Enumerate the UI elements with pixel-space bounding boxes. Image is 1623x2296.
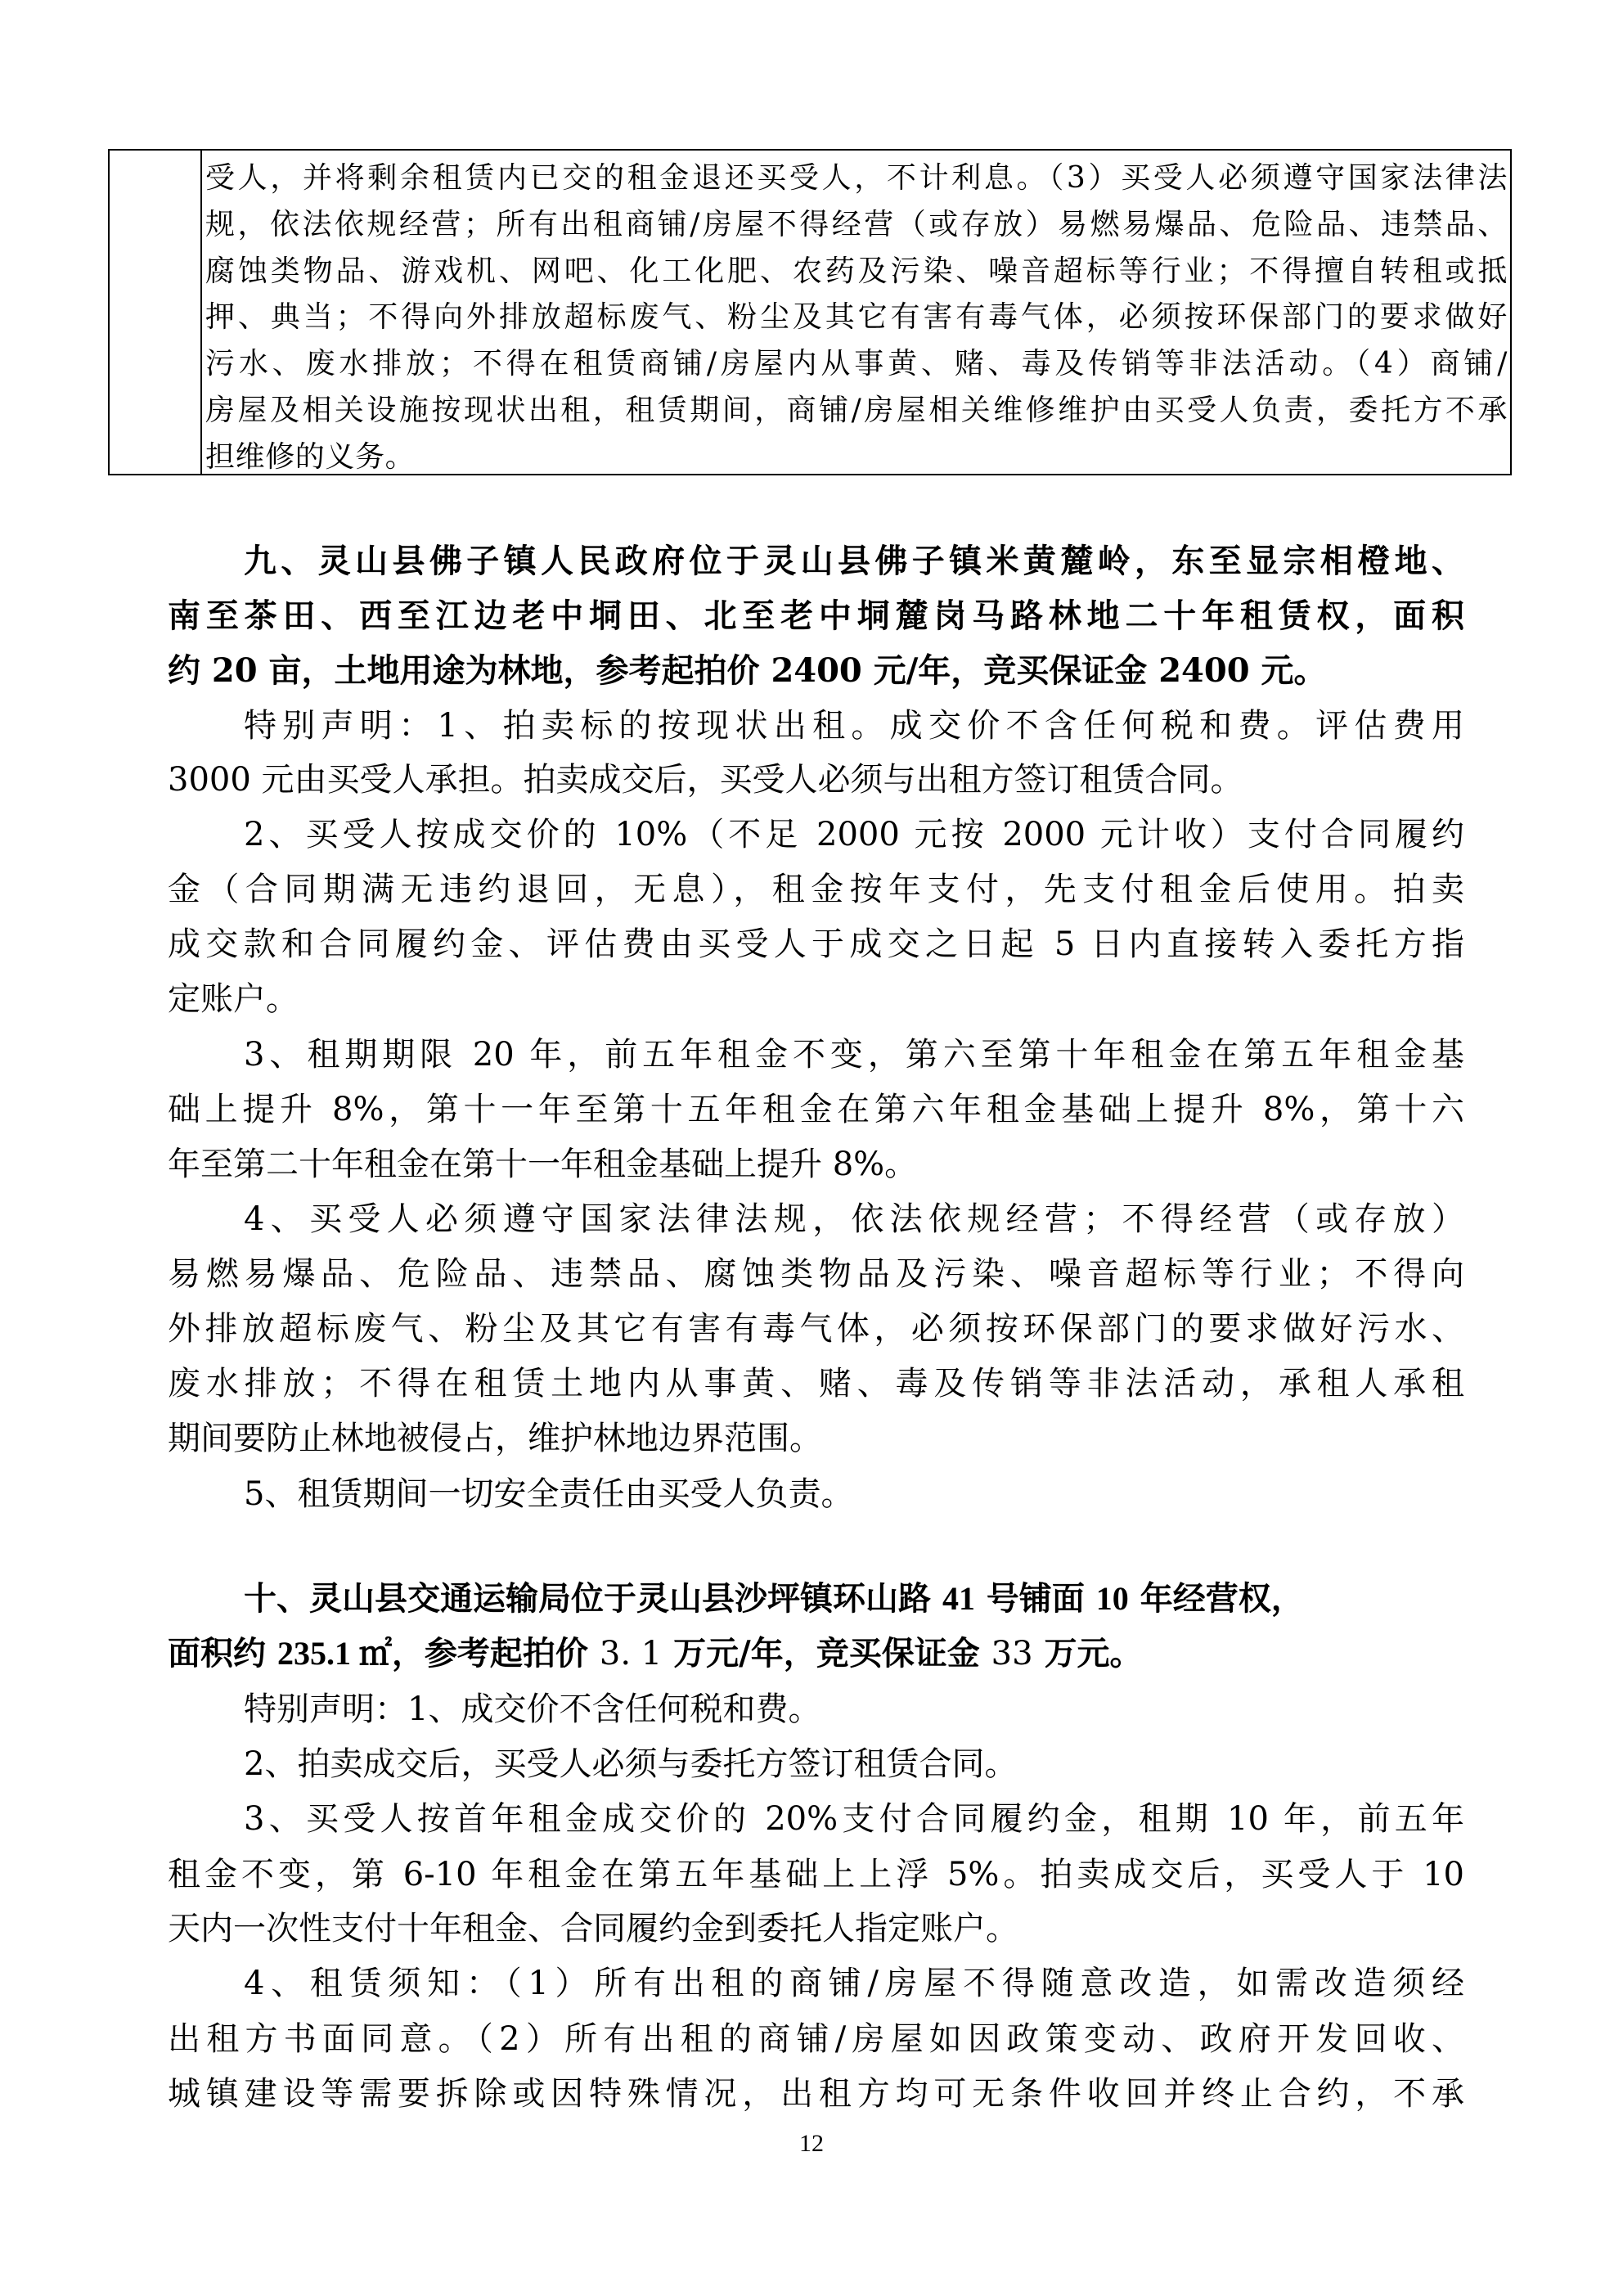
clause-line: 外排放超标废气、粉尘及其它有害有毒气体，必须按环保部门的要求做好污水、 [168,1310,1464,1348]
page-number: 12 [799,2130,824,2157]
area-value: 235.1 ㎡ [276,1635,392,1672]
table-line: 腐蚀类物品、游戏机、网吧、化工化肥、农药及污染、噪音超标等行业；不得擅自转租或抵 [205,254,1508,288]
clause-line: 特别声明：1、成交价不含任何税和费。 [244,1690,821,1728]
section-10-heading-line [244,1572,1464,1626]
table-line: 房屋及相关设施按现状出租，租赁期间，商铺/房屋相关维修维护由买受人负责，委托方不承 [205,394,1508,427]
section-10-heading-line [168,1627,1143,1681]
heading-text: 面积约 [168,1634,277,1672]
table-line: 污水、废水排放；不得在租赁商铺/房屋内从事黄、赌、毒及传销等非法活动。（4）商铺/ [205,347,1508,380]
heading-text: 号铺面 [974,1579,1096,1618]
clause-line: 4、租赁须知：（1）所有出租的商铺/房屋不得随意改造，如需改造须经 [244,1965,1464,2002]
section-9-heading-line: 九、灵山县佛子镇人民政府位于灵山县佛子镇米黄麓岭，东至显宗相橙地、 [244,542,1464,580]
table-line: 受人，并将剩余租赁内已交的租金退还买受人，不计利息。（3）买受人必须遵守国家法律法 [205,161,1508,195]
section-9-heading-line: 约 20 亩，土地用途为林地，参考起拍价 2400 元/年，竞买保证金 2400 元。 [168,651,1327,690]
table-line: 押、典当；不得向外排放超标废气、粉尘及其它有害有毒气体，必须按环保部门的要求做好 [205,300,1508,334]
clause-line: 租金不变，第 6-10 年租金在第五年基础上上浮 5%。拍卖成交后，买受人于 10 [168,1856,1464,1893]
start-price-value: 3. 1 [599,1635,663,1672]
term-years: 10 [1095,1580,1129,1617]
heading-text: 万元/年，竞买保证金 [662,1634,991,1672]
clause-line: 2、拍卖成交后，买受人必须与委托方签订租赁合同。 [244,1745,1018,1783]
clause-line: 特别声明：1、拍卖标的按现状出租。成交价不含任何税和费。评估费用 [244,707,1464,745]
heading-text: 年经营权， [1128,1579,1304,1618]
shop-number: 41 [942,1580,975,1617]
clause-line: 天内一次性支付十年租金、合同履约金到委托人指定账户。 [168,1910,1018,1947]
clause-line: 年至第二十年租金在第十一年租金基础上提升 8%。 [168,1146,918,1183]
table-left-cell [110,151,202,474]
clause-line: 金（合同期满无违约退回，无息），租金按年支付，先支付租金后使用。拍卖 [168,871,1464,908]
clause-line: 城镇建设等需要拆除或因特殊情况，出租方均可无条件收回并终止合约，不承 [168,2075,1464,2113]
clause-line: 出租方书面同意。（2）所有出租的商铺/房屋如因政策变动、政府开发回收、 [168,2020,1464,2058]
clause-line: 3、买受人按首年租金成交价的 20%支付合同履约金，租期 10 年，前五年 [244,1800,1464,1838]
heading-text: 万元。 [1032,1634,1143,1672]
section-9-heading-line: 南至茶田、西至江边老中垌田、北至老中垌麓岗马路林地二十年租赁权，面积 [168,597,1464,635]
clause-line: 础上提升 8%，第十一年至第十五年租金在第六年租金基础上提升 8%，第十六 [168,1091,1464,1128]
table-line: 规，依法依规经营；所有出租商铺/房屋不得经营（或存放）易燃易爆品、危险品、违禁品、 [205,208,1508,241]
clause-line: 2、买受人按成交价的 10%（不足 2000 元按 2000 元计收）支付合同履约 [244,816,1464,853]
continued-table [108,149,1512,475]
clause-line: 废水排放；不得在租赁土地内从事黄、赌、毒及传销等非法活动，承租人承租 [168,1365,1464,1402]
clause-line: 期间要防止林地被侵占，维护林地边界范围。 [168,1420,822,1457]
table-right-cell [205,151,1510,474]
clause-line: 3000 元由买受人承担。拍卖成交后，买受人必须与出租方签订租赁合同。 [168,761,1243,799]
heading-text: ，参考起拍价 [391,1634,600,1672]
clause-line: 4、买受人必须遵守国家法律法规，依法依规经营；不得经营（或存放） [244,1200,1464,1238]
clause-line: 成交款和合同履约金、评估费由买受人于成交之日起 5 日内直接转入委托方指 [168,925,1464,963]
table-line: 担维修的义务。 [205,440,416,474]
deposit-value: 33 [991,1635,1033,1672]
clause-line: 易燃易爆品、危险品、违禁品、腐蚀类物品及污染、噪音超标等行业；不得向 [168,1255,1464,1293]
clause-line: 定账户。 [168,980,299,1018]
clause-line: 3、租期期限 20 年，前五年租金不变，第六至第十年租金在第五年租金基 [244,1036,1464,1074]
heading-text: 十、灵山县交通运输局位于灵山县沙坪镇环山路 [244,1579,942,1618]
clause-line: 5、租赁期间一切安全责任由买受人负责。 [244,1475,854,1513]
